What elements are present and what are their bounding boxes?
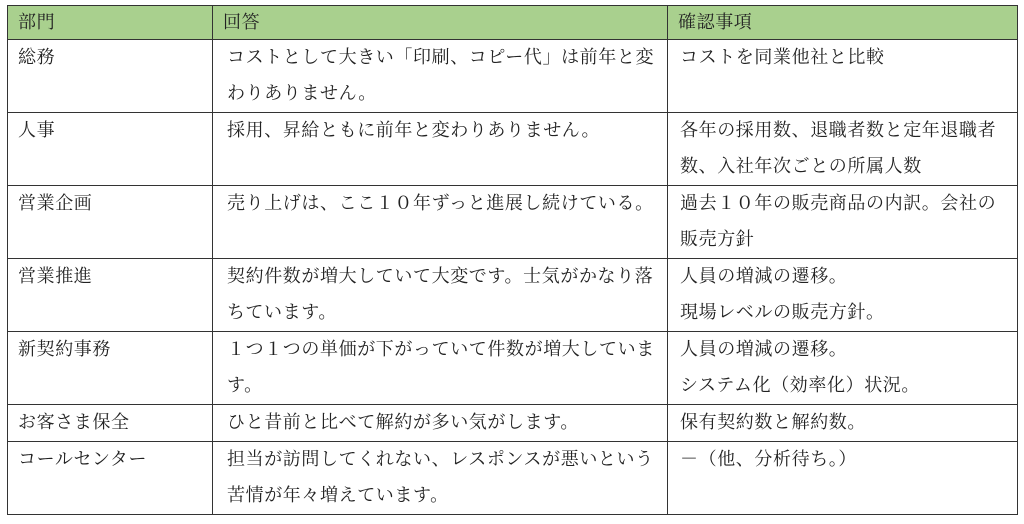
- survey-table: [7, 5, 1018, 515]
- check-cell: [668, 332, 1018, 405]
- check-item: システム化（効率化）状況。: [680, 375, 920, 396]
- check-cell: [668, 259, 1018, 332]
- department-cell: お客さま保全: [8, 405, 213, 442]
- table-row: [8, 113, 1018, 186]
- check-item: 保有契約数と解約数。: [680, 412, 866, 433]
- check-cell: [668, 113, 1018, 186]
- check-item: 人員の増減の遷移。: [680, 339, 848, 360]
- answer-cell: ひと昔前と比べて解約が多い気がします。: [213, 405, 668, 442]
- check-cell: [668, 186, 1018, 259]
- answer-cell: 売り上げは、ここ１０年ずっと進展し続けている。: [213, 186, 668, 259]
- answer-cell: 担当が訪問してくれない、レスポンスが悪いという苦情が年々増えています。: [213, 442, 668, 515]
- check-cell: [668, 40, 1018, 113]
- header-check: 確認事項: [668, 6, 1018, 40]
- table-row: [8, 332, 1018, 405]
- check-cell: [668, 442, 1018, 515]
- check-item: 人員の増減の遷移。: [680, 266, 848, 287]
- header-answer: 回答: [213, 6, 668, 40]
- department-cell: 営業推進: [8, 259, 213, 332]
- department-cell: 新契約事務: [8, 332, 213, 405]
- department-cell: コールセンター: [8, 442, 213, 515]
- table-row: [8, 186, 1018, 259]
- table-row: [8, 405, 1018, 442]
- answer-cell: １つ１つの単価が下がっていて件数が増大しています。: [213, 332, 668, 405]
- answer-cell: 採用、昇給ともに前年と変わりありません。: [213, 113, 668, 186]
- table-row: [8, 259, 1018, 332]
- check-item: 各年の採用数、退職者数と定年退職者数、入社年次ごとの所属人数: [680, 120, 997, 177]
- check-cell: [668, 405, 1018, 442]
- table-row: [8, 40, 1018, 113]
- header-row: [8, 6, 1018, 40]
- check-item: －（他、分析待ち。）: [680, 449, 857, 470]
- table-header: [8, 6, 1018, 40]
- department-cell: 営業企画: [8, 186, 213, 259]
- department-cell: 人事: [8, 113, 213, 186]
- header-department: 部門: [8, 6, 213, 40]
- check-item: 現場レベルの販売方針。: [680, 302, 885, 323]
- check-item: 過去１０年の販売商品の内訳。会社の販売方針: [680, 193, 997, 250]
- table-row: [8, 442, 1018, 515]
- check-item: コストを同業他社と比較: [680, 47, 885, 68]
- department-cell: 総務: [8, 40, 213, 113]
- answer-cell: コストとして大きい「印刷、コピー代」は前年と変わりありません。: [213, 40, 668, 113]
- answer-cell: 契約件数が増大していて大変です。士気がかなり落ちています。: [213, 259, 668, 332]
